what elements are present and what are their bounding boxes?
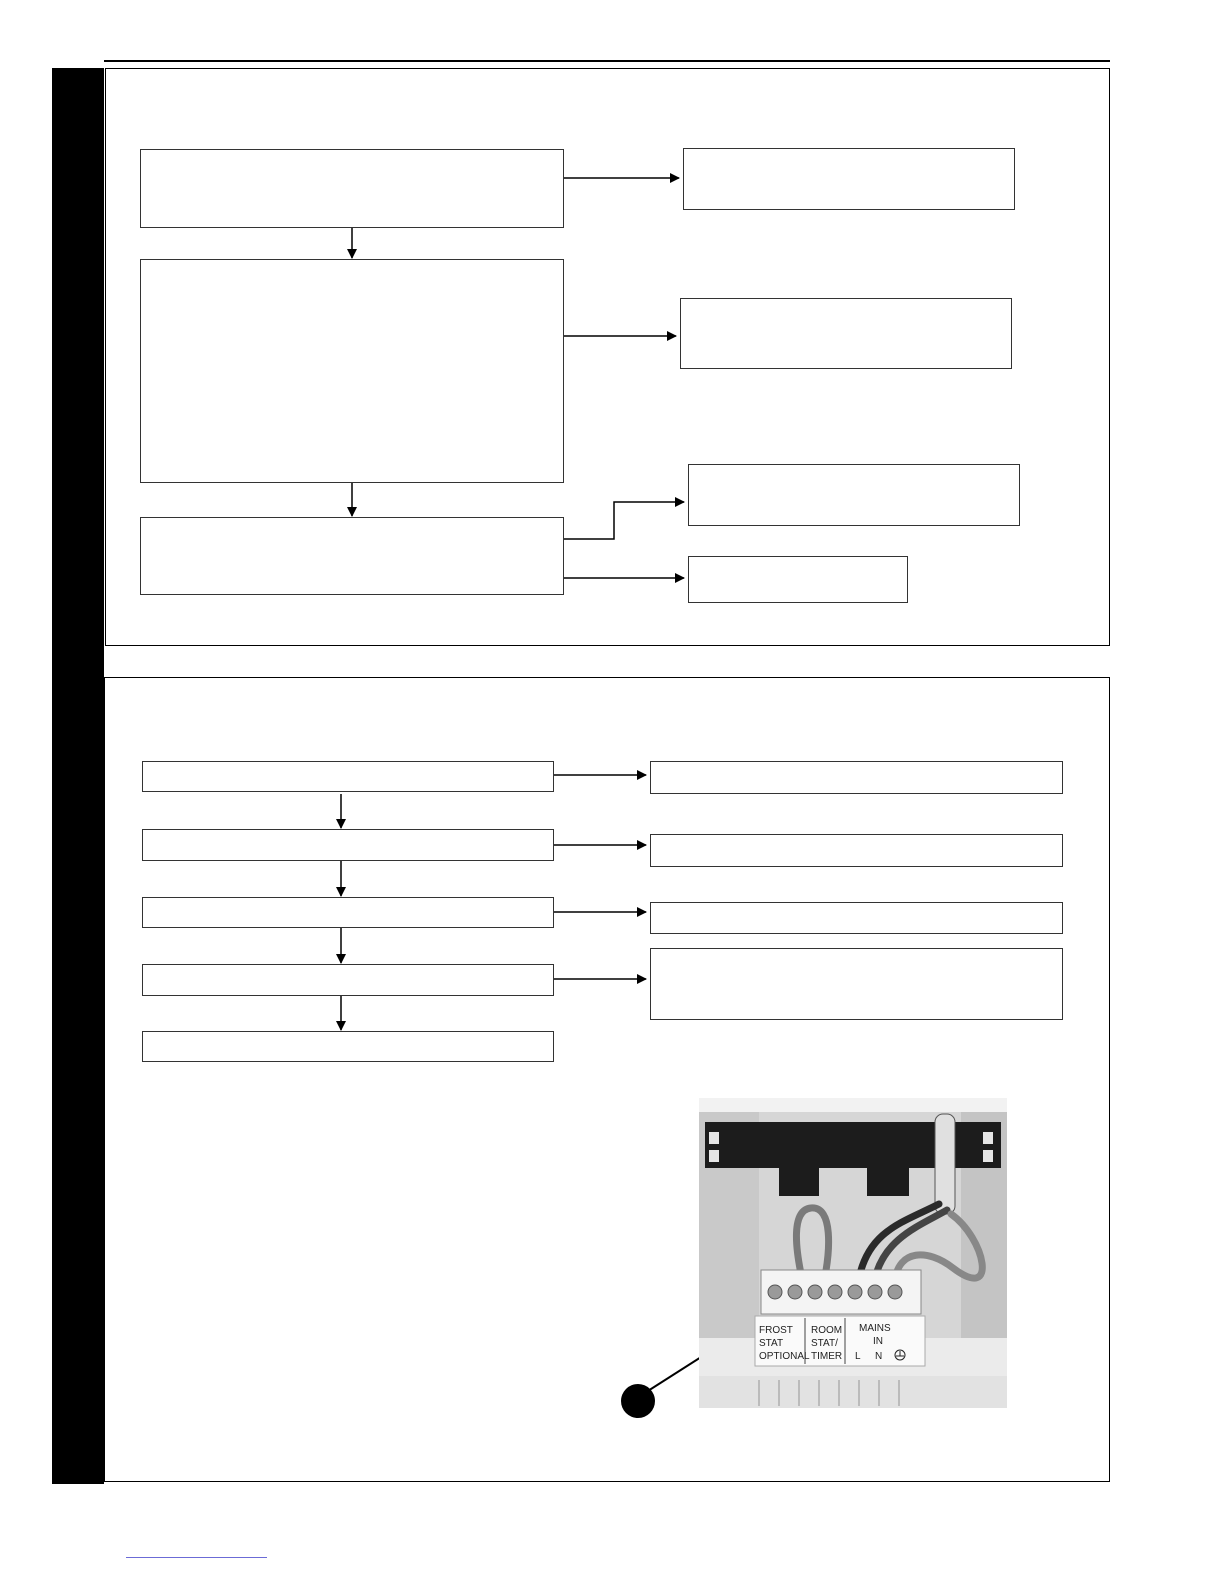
photo-bottom-shadow	[699, 1376, 1007, 1408]
label-mains: MAINS	[859, 1323, 891, 1334]
cable-sheath	[935, 1114, 955, 1214]
label-stat: STAT	[759, 1338, 784, 1349]
label-stat-slash: STAT/	[811, 1338, 838, 1349]
label-terminal-l: L	[855, 1351, 861, 1362]
label-timer: TIMER	[811, 1351, 843, 1362]
label-terminal-n: N	[875, 1351, 883, 1362]
label-in: IN	[873, 1336, 883, 1347]
arrow-step3-to-result3	[564, 502, 684, 539]
label-frost: FROST	[759, 1325, 793, 1336]
footer-link-underline[interactable]	[126, 1557, 267, 1558]
label-optional: OPTIONAL	[759, 1351, 810, 1362]
label-room: ROOM	[811, 1325, 843, 1336]
callout-dot-icon	[621, 1384, 655, 1418]
photo-top-strip	[699, 1098, 1007, 1112]
wiring-terminal-photo	[699, 1098, 1007, 1408]
